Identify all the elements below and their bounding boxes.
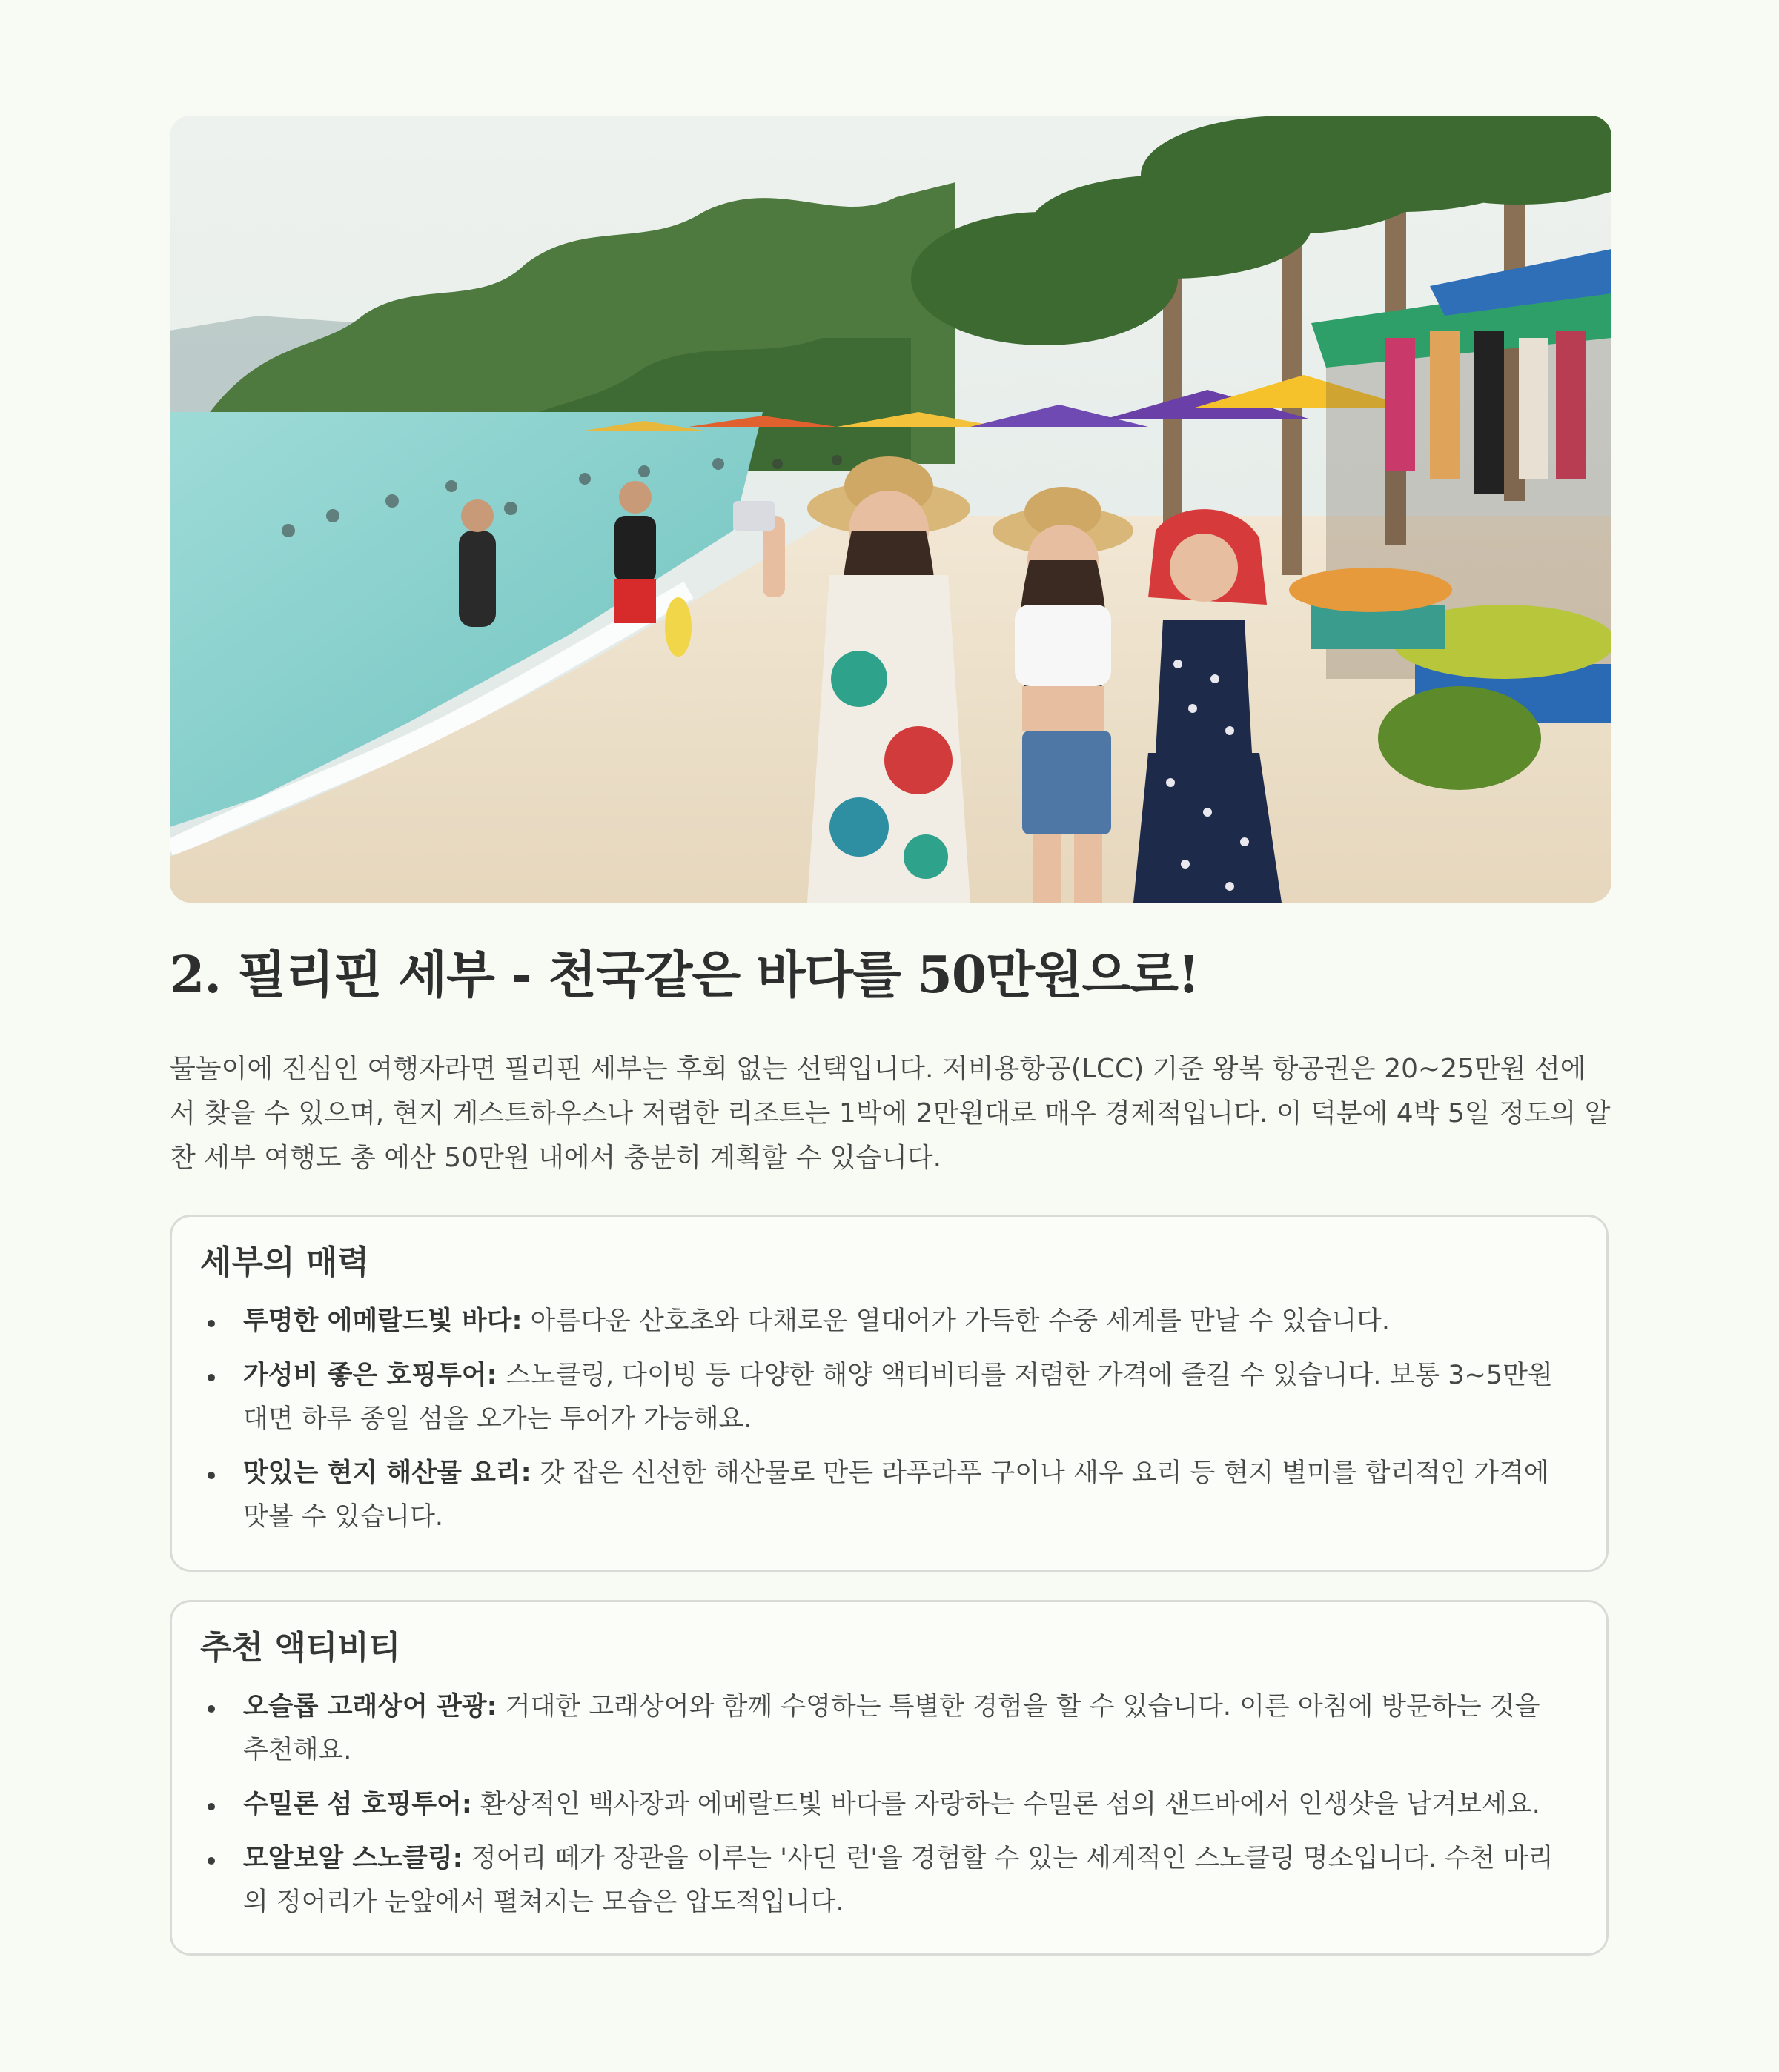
section-title: 2. 필리핀 세부 - 천국같은 바다를 50만원으로! bbox=[170, 946, 1199, 1005]
item-text: 갓 잡은 신선한 해산물로 만든 라푸라푸 구이나 새우 요리 등 현지 별미를 합리적인 가격에 맛볼 수 있습니다. bbox=[243, 1458, 1549, 1532]
item-text: 정어리 떼가 장관을 이루는 '사딘 런'을 경험할 수 있는 세계적인 스노클링 명소입니다. 수천 마리의 정어리가 눈앞에서 펼쳐지는 모습은 압도적입니다. bbox=[243, 1844, 1554, 1917]
list-item bbox=[172, 1354, 1606, 1441]
beach-illustration bbox=[170, 116, 1611, 903]
item-label: 수밀론 섬 호핑투어: bbox=[243, 1790, 472, 1819]
list-item bbox=[172, 1452, 1606, 1539]
list-item bbox=[172, 1300, 1606, 1344]
activity-card bbox=[170, 1600, 1609, 1956]
charm-card-heading: 세부의 매력 bbox=[200, 1243, 369, 1281]
section-intro: 물놀이에 진심인 여행자라면 필리핀 세부는 후회 없는 선택입니다. 저비용항공(LCC) 기준 왕복 항공권은 20~25만원 선에서 찾을 수 있으며, 현지 게스트하우스나 저렴한 리조트는 1박에 2만원대로 매우 경제적입니다. 이 덕분에 4박 5일 정도의 알찬 세부 여행도 총 예산 50만원 내에서 충분히 계획할 수 있습니다. bbox=[170, 1054, 1611, 1173]
item-label: 모알보알 스노클링: bbox=[243, 1844, 463, 1873]
item-text: 거대한 고래상어와 함께 수영하는 특별한 경험을 할 수 있습니다. 이른 아침에 방문하는 것을 추천해요. bbox=[243, 1692, 1540, 1765]
item-text: 환상적인 백사장과 에메랄드빛 바다를 자랑하는 수밀론 섬의 샌드바에서 인생샷을 남겨보세요. bbox=[471, 1790, 1540, 1819]
item-label: 오슬롭 고래상어 관광: bbox=[243, 1692, 497, 1721]
item-label: 투명한 에메랄드빛 바다: bbox=[243, 1306, 523, 1336]
charm-list bbox=[172, 1300, 1606, 1550]
item-text: 스노클링, 다이빙 등 다양한 해양 액티비티를 저렴한 가격에 즐길 수 있습니다. 보통 3~5만원대면 하루 종일 섬을 오가는 투어가 가능해요. bbox=[243, 1361, 1553, 1434]
activity-list bbox=[172, 1685, 1606, 1935]
hero-image bbox=[170, 116, 1611, 903]
charm-card bbox=[170, 1215, 1609, 1572]
list-item bbox=[172, 1783, 1606, 1827]
item-label: 맛있는 현지 해산물 요리: bbox=[243, 1458, 531, 1488]
activity-card-heading: 추천 액티비티 bbox=[200, 1629, 401, 1667]
item-label: 가성비 좋은 호핑투어: bbox=[243, 1361, 497, 1390]
list-item bbox=[172, 1685, 1606, 1773]
list-item bbox=[172, 1837, 1606, 1925]
item-text: 아름다운 산호초와 다채로운 열대어가 가득한 수중 세계를 만날 수 있습니다. bbox=[522, 1306, 1390, 1336]
